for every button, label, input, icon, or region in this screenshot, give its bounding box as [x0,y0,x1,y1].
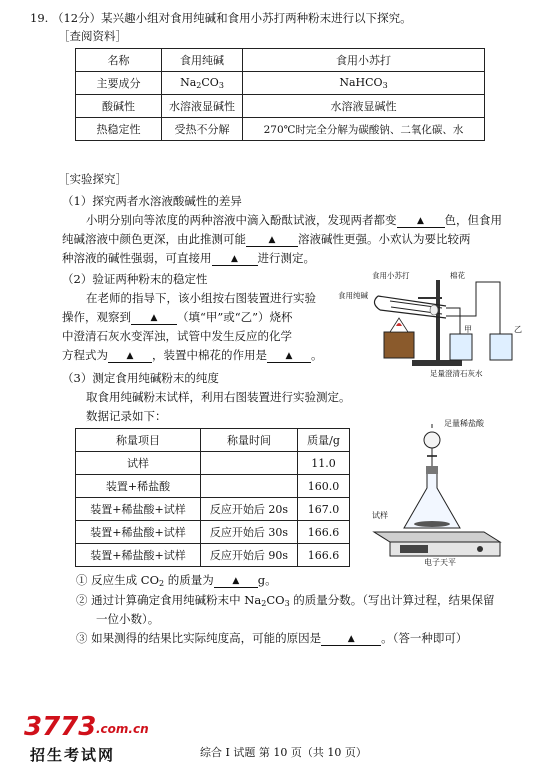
part1-line2: 纯碱溶液中颜色更深，由此推测可能 ▲ 溶液碱性更强。小欢认为要比较两 [62,232,471,246]
part3-line1: 取食用纯碱粉末试样，利用右图装置进行实验测定。 [86,390,351,404]
table-row [76,72,485,95]
cell: 试样 [76,452,201,475]
table-row [76,95,485,118]
cell: 装置+稀盐酸+试样 [76,498,201,521]
subq-2-cont: 一位小数）。 [96,612,160,626]
balance-apparatus-diagram [360,418,530,568]
part3-line2: 数据记录如下： [86,409,167,423]
answer-blank[interactable]: ▲ [246,233,298,247]
part2-title: （2）验证两种粉末的稳定性 [62,272,208,286]
answer-blank[interactable]: ▲ [214,574,258,588]
question-title: （12分）某兴趣小组对食用纯碱和食用小苏打两种粉末进行以下探究。 [51,11,412,25]
part2-line4: 方程式为 ▲ ，装置中棉花的作用是 ▲ 。 [62,348,323,362]
table-row [76,452,350,475]
table-header-cell: 称量项目 [76,429,201,452]
part2-line1: 在老师的指导下，该小组按右图装置进行实验 [86,291,316,305]
cell: 水溶液显碱性 [162,95,243,118]
part2-line3: 中澄清石灰水变浑浊，试管中发生反应的化学 [62,329,292,343]
site-logo-number: 3773 [24,712,97,742]
cell: 反应开始后 90s [201,544,298,567]
label-beaker-jia: 甲 [464,325,472,334]
part1-line1: 小明分别向等浓度的两种溶液中滴入酚酞试液，发现两者都变 ▲ 色，但食用 [86,213,502,227]
answer-blank[interactable]: ▲ [321,632,381,646]
cell: 160.0 [298,475,350,498]
subq-1: ① 反应生成 $CO_2$ 的质量为 ▲ g。 [76,573,277,588]
cell: 受热不分解 [162,118,243,141]
cell: 装置+稀盐酸+试样 [76,521,201,544]
cell: 装置+稀盐酸 [76,475,201,498]
part3-title: （3）测定食用纯碱粉末的纯度 [62,371,219,385]
figure-caption-balance: 电子天平 [424,558,456,567]
part1-line3: 种溶液的碱性强弱，可直接用 ▲ 进行测定。 [62,251,315,265]
subq-2: ② 通过计算确定食用纯碱粉末中 $Na_2CO_3$ 的质量分数。（写出计算过程，结果保留 [76,593,495,608]
answer-blank[interactable]: ▲ [397,214,445,228]
subq-3: ③ 如果测得的结果比实际纯度高，可能的原因是 ▲ 。（答一种即可） [76,631,468,645]
label-baking-soda: 食用小苏打 [372,271,410,280]
answer-blank[interactable]: ▲ [212,252,258,266]
formula-na2co3: $Na_2CO_3$ [162,72,243,95]
heating-apparatus-figure [338,268,530,380]
row-label: 酸碱性 [76,95,162,118]
site-logo-domain: .com.cn [96,722,149,736]
label-beaker-yi: 乙 [514,325,522,334]
ref-heading: ［查阅资料］ [58,29,127,43]
cell: 反应开始后 30s [201,521,298,544]
label-sample: 试样 [372,511,388,520]
part1-title: （1）探究两者水溶液酸碱性的差异 [62,194,242,208]
reference-table [75,48,485,141]
formula-nahco3: NaHCO$_3$ [243,72,485,95]
answer-blank[interactable]: ▲ [108,349,152,363]
table-header-row [76,49,485,72]
figure-caption-limewater: 足量澄清石灰水 [430,369,483,378]
label-cotton: 棉花 [450,271,465,280]
table-header-cell: 名称 [76,49,162,72]
cell: 反应开始后 20s [201,498,298,521]
table-header-cell: 质量/g [298,429,350,452]
row-label: 热稳定性 [76,118,162,141]
label-soda-ash: 食用纯碱 [338,291,368,300]
data-record-table [75,428,350,567]
balance-apparatus-figure [360,418,530,568]
cell: 167.0 [298,498,350,521]
page-footer: 综合 Ⅰ 试题 第 10 页（共 10 页） [200,746,367,759]
row-label: 主要成分 [76,72,162,95]
cell: 水溶液显碱性 [243,95,485,118]
table-row [76,498,350,521]
question-header [30,10,412,26]
table-row [76,475,350,498]
answer-blank[interactable]: ▲ [131,311,177,325]
answer-blank[interactable]: ▲ [267,349,311,363]
table-row [76,118,485,141]
table-row [76,544,350,567]
table-header-row [76,429,350,452]
exp-heading: ［实验探究］ [58,172,127,186]
part2-line2: 操作，观察到 ▲ （填“甲”或“乙”）烧杯 [62,310,293,324]
cell: 166.6 [298,521,350,544]
table-row [76,521,350,544]
cell: 装置+稀盐酸+试样 [76,544,201,567]
question-number: 19. [30,11,49,25]
site-logo-subtitle: 招生考试网 [30,746,116,764]
table-header-cell: 食用纯碱 [162,49,243,72]
cell [201,452,298,475]
table-header-cell: 食用小苏打 [243,49,485,72]
cell: 11.0 [298,452,350,475]
cell: 166.6 [298,544,350,567]
label-dilute-acid: 足量稀盐酸 [444,419,484,428]
cell: 270℃时完全分解为碳酸钠、二氧化碳、水 [243,118,485,141]
table-header-cell: 称量时间 [201,429,298,452]
heating-apparatus-diagram [350,268,530,380]
cell [201,475,298,498]
